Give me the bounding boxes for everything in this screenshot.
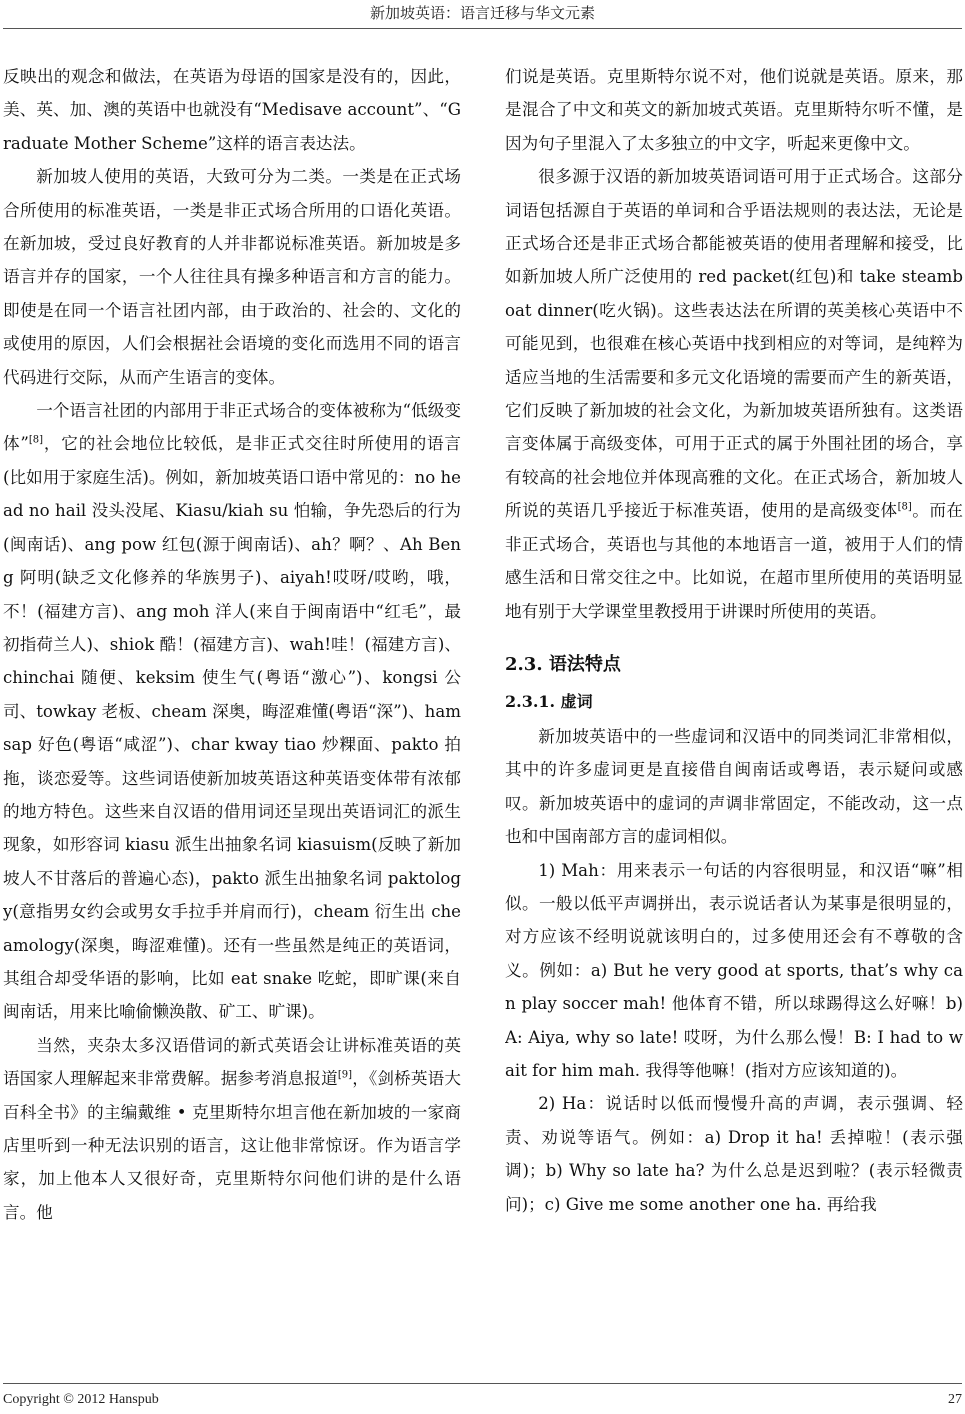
left-paragraph-3-text-a: 一个语言社团的内部用于非正式场合的变体被称为“低级变体” (3, 401, 461, 454)
left-paragraph-4-text-a: 当然，夹杂太多汉语借词的新式英语会让讲标准英语的英语国家人理解起来非常费解。据参考消息报道 (3, 1035, 461, 1089)
citation-8: [8] (28, 434, 44, 446)
left-paragraph-4 (3, 1029, 461, 1229)
subsection-heading: 2.3.1. 虚词 (505, 691, 593, 711)
left-paragraph-1: 反映出的观念和做法，在英语为母语的国家是没有的，因此，美、英、加、澳的英语中也就没有“Medisave account”、“Graduate Mother Scheme”这样的语言表达法。 (3, 67, 461, 153)
right-paragraph-1: 们说是英语。克里斯特尔说不对，他们说就是英语。原来，那是混合了中文和英文的新加坡式英语。克里斯特尔听不懂，是因为句子里混入了太多独立的中文字，听起来更像中文。 (505, 67, 963, 153)
citation-9: [9] (337, 1069, 353, 1081)
citation-8: [8] (897, 501, 912, 513)
running-title: 新加坡英语：语言迁移与华文元素 (369, 4, 595, 22)
right-paragraph-2-text-b: 。而在非正式场合，英语也与其他的本地语言一道，被用于人们的情感生活和日常交往之中。比如说，在超市里所使用的英语明显地有别于大学课堂里教授用于讲课时所使用的英语。 (505, 501, 963, 621)
right-paragraph-4: 1) Mah：用来表示一句话的内容很明显，和汉语“嘛”相似。一般以低平声调拼出，表示说话者认为某事是很明显的，对方应该不经明说就该明白的，过多使用还会有不尊敬的含义。例如：a) But he very good at sports, that’s why can play soccer mah! 他体育不错，所以球踢得这么好嘛！b) A: Aiya, why so late! 哎呀，为什么那么慢！B: I had to wait for him mah. 我得等他嘛！(指对方应该知道的)。 (505, 860, 963, 1080)
left-paragraph-4-text-b: ，《剑桥英语大百科全书》的主编戴维 • 克里斯特尔坦言他在新加坡的一家商店里听到一种无法识别的语言，这让他非常惊讶。作为语言学家，加上他本人又很好奇，克里斯特尔问他们讲的是什么语言。他 (3, 1069, 461, 1222)
header-rule (3, 28, 962, 29)
right-paragraph-2-text-a: 很多源于汉语的新加坡英语词语可用于正式场合。这部分词语包括源自于英语的单词和合乎语法规则的表达法，无论是正式场合还是非正式场合都能被英语的使用者理解和接受，比如新加坡人所广泛使用的 red packet(红包)和 take steamboat dinner(吃火锅)。这些表达法在所谓的英美核心英语中不可能见到，也很难在核心英语中找到相应的对等词，是纯粹为适应当地的生活需要和多元文化语境的需要而产生的新英语，它们反映了新加坡的社会文化，为新加坡英语所独有。这类语言变体属于高级变体，可用于正式的属于外围社团的场合，享有较高的社会地位并体现高雅的文化。在正式场合，新加坡人所说的英语几乎接近于标准英语，使用的是高级变体 (505, 167, 963, 521)
right-paragraph-5: 2) Ha：说话时以低而慢慢升高的声调，表示强调、轻责、劝说等语气。例如：a) Drop it ha! 丢掉啦！(表示强调)；b) Why so late ha? 为什么总是迟到啦？(表示轻微责问)；c) Give me some another one ha. 再给我 (505, 1094, 963, 1214)
right-paragraph-3: 新加坡英语中的一些虚词和汉语中的同类词汇非常相似，其中的许多虚词更是直接借自闽南话或粤语，表示疑问或感叹。新加坡英语中的虚词的声调非常固定，不能改动，这一点也和中国南部方言的虚词相似。 (505, 726, 963, 847)
right-paragraph-2 (505, 160, 963, 628)
page-number: 27 (948, 1392, 962, 1407)
right-column (505, 60, 963, 1372)
left-paragraph-3-text-b: ，它的社会地位比较低，是非正式交往时所使用的语言(比如用于家庭生活)。例如，新加坡英语口语中常见的：no head no hail 没头没尾、Kiasu/kiah su 怕输，争先恐后的行为(闽南话)、ang pow 红包(源于闽南话)、ah？啊？、Ah Beng 阿明(缺乏文化修养的华族男子)、aiyah!哎呀/哎哟，哦，不！(福建方言)、ang moh 洋人(来自于闽南语中“红毛”，最初指荷兰人)、shiok 酷！(福建方言)、wah!哇！(福建方言)、chinchai 随便、keksim 使生气(粤语“激心”)、kongsi 公司、towkay 老板、cheam 深奥，晦涩难懂(粤语“深”)、hamsap 好色(粤语“咸涩”)、char kway tiao 炒粿面、pakto 拍拖，谈恋爱等。这些词语使新加坡英语这种英语变体带有浓郁的地方特色。这些来自汉语的借用词还呈现出英语词汇的派生现象，如形容词 kiasu 派生出抽象名词 kiasuism(反映了新加坡人不甘落后的普遍心态)，pakto 派生出抽象名词 paktology(意指男女约会或男女手拉手并肩而行)，cheam 衍生出 cheamology(深奥，晦涩难懂)。还有一些虽然是纯正的英语词，其组合却受华语的影响，比如 eat snake 吃蛇，即旷课(来自闽南话，用来比喻偷懒涣散、矿工、旷课)。 (3, 434, 461, 1022)
copyright-notice: Copyright © 2012 Hanspub (3, 1392, 159, 1407)
left-column (3, 60, 461, 1372)
left-paragraph-3 (3, 394, 461, 1029)
footer-rule (3, 1383, 962, 1384)
section-heading: 2.3. 语法特点 (505, 653, 621, 675)
left-paragraph-2: 新加坡人使用的英语，大致可分为二类。一类是在正式场合所使用的标准英语，一类是非正式场合所用的口语化英语。在新加坡，受过良好教育的人并非都说标准英语。新加坡是多语言并存的国家，一个人往往具有操多种语言和方言的能力。即使是在同一个语言社团内部，由于政治的、社会的、文化的或使用的原因，人们会根据社会语境的变化而选用不同的语言代码进行交际，从而产生语言的变体。 (3, 167, 461, 387)
